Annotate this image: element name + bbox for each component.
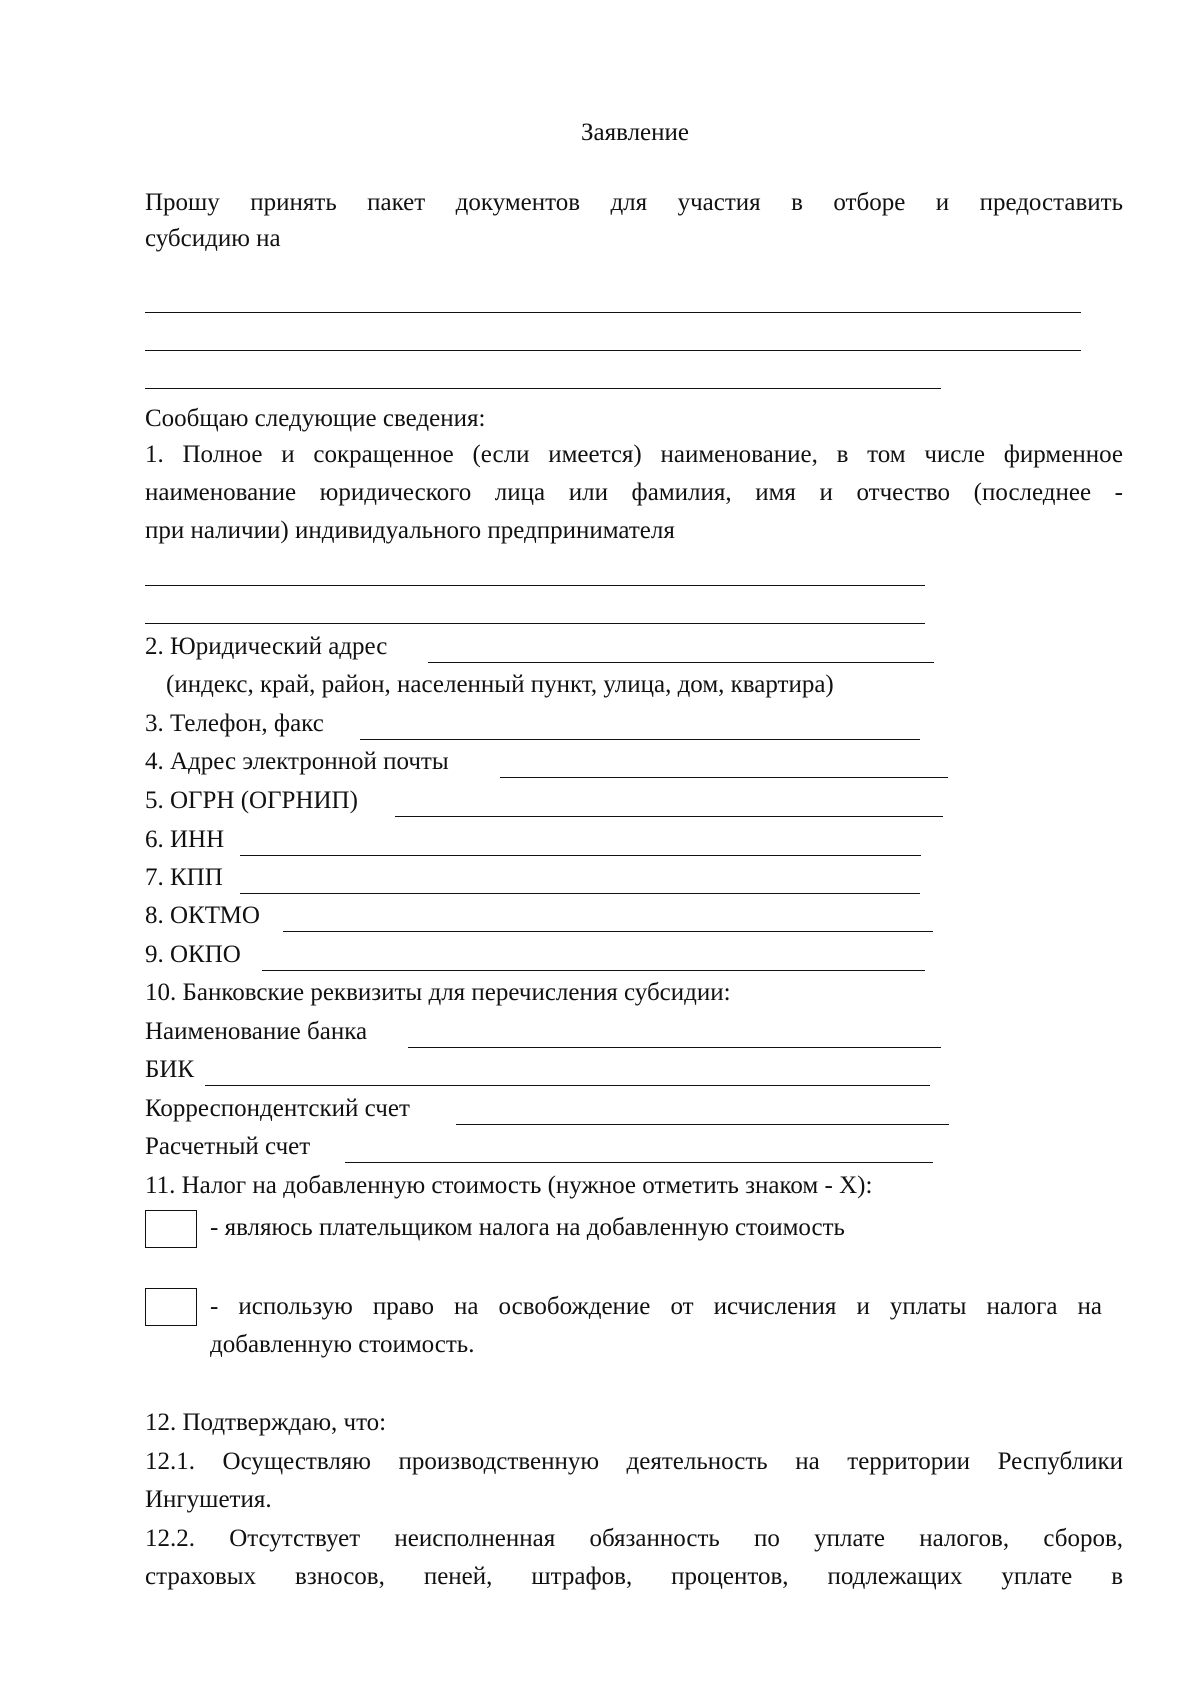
company-name-line-2[interactable] (145, 623, 925, 624)
vat-exempt-option-line-1: - использую право на освобождение от исчисления и уплаты налога на (210, 1293, 1102, 1320)
kpp-label: 7. КПП (145, 864, 223, 891)
document-title: Заявление (580, 119, 690, 146)
ogrn-line[interactable] (395, 816, 943, 817)
item1-line-2: наименование юридического лица или фамилия, имя и отчество (последнее - (145, 479, 1123, 506)
settlement-account-label: Расчетный счет (145, 1133, 311, 1160)
vat-payer-checkbox[interactable] (145, 1210, 197, 1248)
item1-line-3: при наличии) индивидуального предпринимателя (145, 517, 675, 544)
okpo-line[interactable] (262, 970, 925, 971)
okpo-label: 9. ОКПО (145, 941, 241, 968)
confirm-12-2-line-2: страховых взносов, пеней, штрафов, процентов, подлежащих уплате в (145, 1563, 1123, 1590)
inn-line[interactable] (240, 855, 921, 856)
vat-payer-option: - являюсь плательщиком налога на добавленную стоимость (210, 1214, 845, 1241)
vat-heading: 11. Налог на добавленную стоимость (нужное отметить знаком - Х): (145, 1172, 873, 1199)
confirm-12-1-line-2: Ингушетия. (145, 1486, 272, 1513)
bank-name-line[interactable] (408, 1047, 941, 1048)
confirm-heading: 12. Подтверждаю, что: (145, 1409, 387, 1436)
vat-exempt-checkbox[interactable] (145, 1288, 197, 1326)
item1-line-1: 1. Полное и сокращенное (если имеется) наименование, в том числе фирменное (145, 441, 1123, 468)
ogrn-label: 5. ОГРН (ОГРНИП) (145, 787, 358, 814)
inn-label: 6. ИНН (145, 826, 225, 853)
oktmo-label: 8. ОКТМО (145, 902, 260, 929)
legal-address-hint: (индекс, край, район, населенный пункт, улица, дом, квартира) (166, 671, 834, 698)
phone-fax-label: 3. Телефон, факс (145, 710, 324, 737)
corr-account-label: Корреспондентский счет (145, 1095, 410, 1122)
confirm-12-1-line-1: 12.1. Осуществляю производственную деятельность на территории Республики (145, 1448, 1123, 1475)
kpp-line[interactable] (240, 893, 920, 894)
bank-details-heading: 10. Банковские реквизиты для перечисления субсидии: (145, 979, 731, 1006)
subsidy-purpose-line-3[interactable] (145, 388, 941, 389)
settlement-account-line[interactable] (345, 1162, 933, 1163)
legal-address-label: 2. Юридический адрес (145, 633, 388, 660)
company-name-line-1[interactable] (145, 585, 925, 586)
info-heading: Сообщаю следующие сведения: (145, 405, 486, 432)
corr-account-line[interactable] (456, 1124, 949, 1125)
intro-line-1: Прошу принять пакет документов для участия в отборе и предоставить (145, 189, 1123, 216)
email-label: 4. Адрес электронной почты (145, 748, 449, 775)
subsidy-purpose-line-1[interactable] (145, 312, 1081, 313)
subsidy-purpose-line-2[interactable] (145, 350, 1081, 351)
vat-exempt-option-line-2: добавленную стоимость. (210, 1331, 475, 1358)
phone-fax-line[interactable] (360, 739, 920, 740)
intro-line-2: субсидию на (145, 225, 281, 252)
bank-name-label: Наименование банка (145, 1018, 368, 1045)
bik-label: БИК (145, 1056, 195, 1083)
bik-line[interactable] (205, 1085, 930, 1086)
oktmo-line[interactable] (283, 931, 933, 932)
legal-address-line[interactable] (428, 662, 934, 663)
confirm-12-2-line-1: 12.2. Отсутствует неисполненная обязанность по уплате налогов, сборов, (145, 1525, 1123, 1552)
email-line[interactable] (500, 777, 948, 778)
